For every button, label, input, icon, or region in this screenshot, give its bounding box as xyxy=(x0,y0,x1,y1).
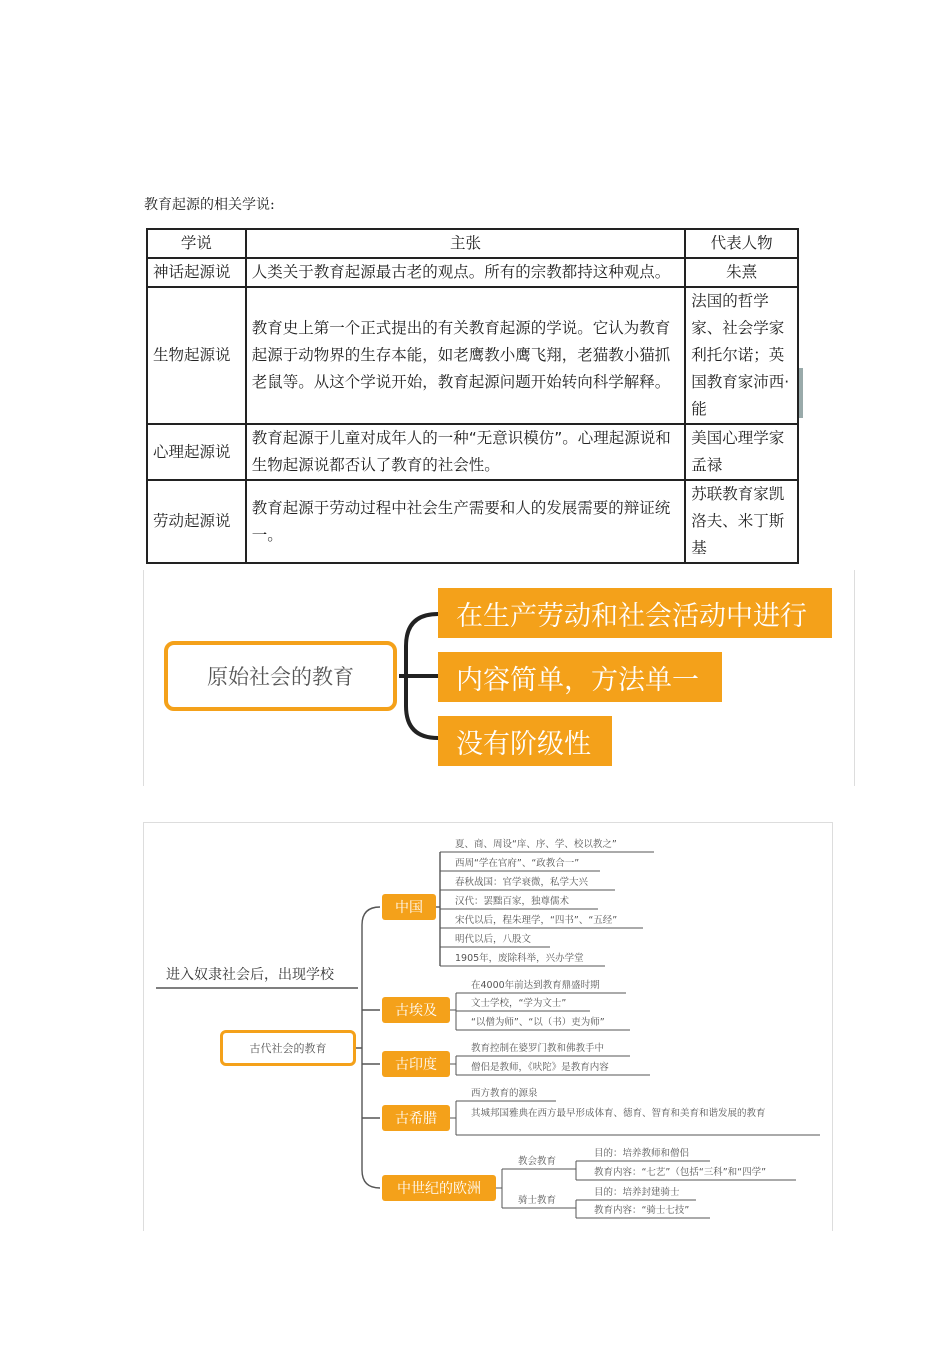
row-claim: 教育起源于劳动过程中社会生产需要和人的发展需要的辩证统一。 xyxy=(246,480,686,563)
leaf-item: 宋代以后，程朱理学，“四书”、“五经” xyxy=(455,915,618,926)
mindmap-branch: 内容简单，方法单一 xyxy=(438,652,722,702)
row-person: 苏联教育家凯洛夫、米丁斯基 xyxy=(685,480,798,563)
row-person: 美国心理学家孟禄 xyxy=(685,424,798,480)
leaf-item: 教育控制在婆罗门教和佛教手中 xyxy=(471,1043,605,1054)
row-claim: 人类关于教育起源最古老的观点。所有的宗教都持这种观点。 xyxy=(246,258,686,287)
mindmap-root: 古代社会的教育 xyxy=(220,1030,356,1066)
branch-europe: 中世纪的欧洲 xyxy=(382,1175,496,1201)
leaf-item: 夏、商、周设“庠、序、学、校以教之” xyxy=(455,839,617,850)
leaf-item: 目的：培养教师和僧侣 xyxy=(594,1148,690,1159)
row-person: 朱熹 xyxy=(685,258,798,287)
row-theory: 劳动起源说 xyxy=(147,480,246,563)
header-theory: 学说 xyxy=(147,229,246,258)
branch-greece: 古希腊 xyxy=(382,1105,450,1131)
sub-branch-church: 教会教育 xyxy=(518,1156,557,1167)
mindmap-root: 原始社会的教育 xyxy=(164,641,397,711)
row-claim: 教育起源于儿童对成年人的一种“无意识模仿”。心理起源说和生物起源说都否认了教育的社会性。 xyxy=(246,424,686,480)
leaf-item: 西方教育的源泉 xyxy=(471,1088,538,1099)
mindmap-branch: 在生产劳动和社会活动中进行 xyxy=(438,588,832,638)
leaf-item: 1905年，废除科举，兴办学堂 xyxy=(455,953,584,964)
leaf-item: 文士学校，“学为文士” xyxy=(471,998,567,1009)
row-theory: 生物起源说 xyxy=(147,287,246,424)
leaf-item: 汉代：罢黜百家，独尊儒术 xyxy=(455,896,570,907)
leaf-item: 僧侣是教师，《吠陀》是教育内容 xyxy=(471,1062,609,1073)
leaf-item: 其城邦国雅典在西方最早形成体育、德育、智育和美育和谐发展的教育 xyxy=(471,1108,766,1119)
branch-india: 古印度 xyxy=(382,1051,450,1077)
section-heading: 教育起源的相关学说: xyxy=(144,197,275,213)
row-claim: 教育史上第一个正式提出的有关教育起源的学说。它认为教育起源于动物界的生存本能，如老鹰教小鹰飞翔，老猫教小猫抓老鼠等。从这个学说开始，教育起源问题开始转向科学解释。 xyxy=(246,287,686,424)
row-theory: 心理起源说 xyxy=(147,424,246,480)
branch-china: 中国 xyxy=(382,894,436,920)
header-person: 代表人物 xyxy=(685,229,798,258)
header-claim: 主张 xyxy=(246,229,686,258)
branch-egypt: 古埃及 xyxy=(382,997,450,1023)
leaf-item: 教育内容：“七艺”（包括“三科”和“四学” xyxy=(594,1167,767,1178)
row-theory: 神话起源说 xyxy=(147,258,246,287)
leaf-item: 目的：培养封建骑士 xyxy=(594,1187,680,1198)
row-person: 法国的哲学家、社会学家利托尔诺；英国教育家沛西·能 xyxy=(685,287,798,424)
leaf-item: “以僧为师”、“以（书）吏为师” xyxy=(471,1017,605,1028)
leaf-item: 教育内容：“骑士七技” xyxy=(594,1205,690,1216)
sub-branch-knight: 骑士教育 xyxy=(518,1195,557,1206)
leaf-item: 春秋战国：官学衰微，私学大兴 xyxy=(455,877,589,888)
leaf-item: 明代以后，八股文 xyxy=(455,934,532,945)
leaf-item: 西周“学在官府”、“政教合一” xyxy=(455,858,580,869)
mindmap-note: 进入奴隶社会后，出现学校 xyxy=(166,967,334,983)
mindmap-branch: 没有阶级性 xyxy=(438,716,612,766)
leaf-item: 在4000年前达到教育鼎盛时期 xyxy=(471,980,600,991)
